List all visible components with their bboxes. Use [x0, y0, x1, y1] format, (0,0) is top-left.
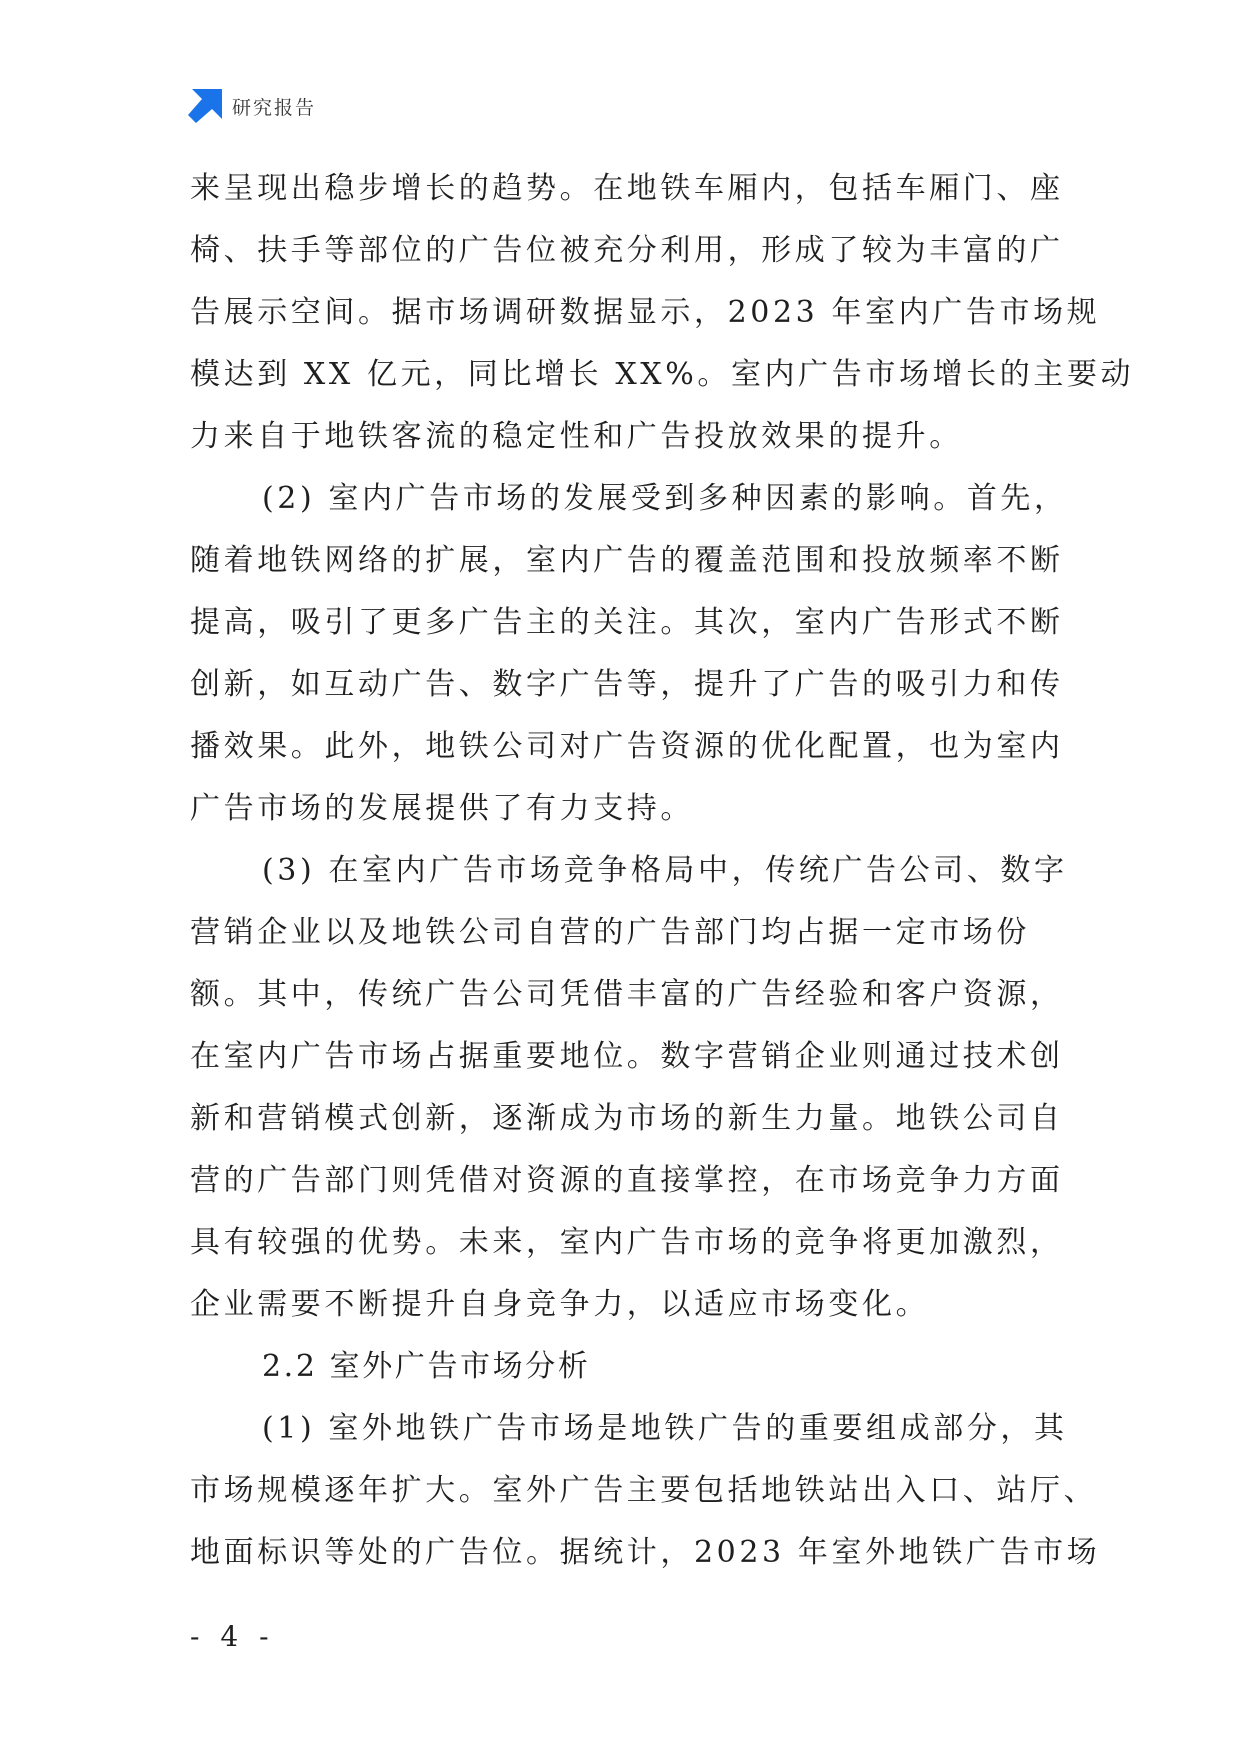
- text-line: 营的广告部门则凭借对资源的直接掌控，在市场竞争力方面: [190, 1163, 1064, 1198]
- text-line: (2) 室内广告市场的发展受到多种因素的影响。首先，: [262, 481, 1068, 516]
- text-line: 椅、扶手等部位的广告位被充分利用，形成了较为丰富的广: [190, 233, 1064, 268]
- text-line: 模达到 XX 亿元，同比增长 XX%。室内广告市场增长的主要动: [190, 357, 1135, 392]
- text-line: 来呈现出稳步增长的趋势。在地铁车厢内，包括车厢门、座: [190, 171, 1064, 206]
- text-line: 告展示空间。据市场调研数据显示，2023 年室内广告市场规: [190, 295, 1101, 330]
- text-line: 地面标识等处的广告位。据统计，2023 年室外地铁广告市场: [190, 1535, 1101, 1570]
- document-body: [190, 158, 1135, 1584]
- text-line: (3) 在室内广告市场竞争格局中，传统广告公司、数字: [262, 853, 1068, 888]
- text-line: 力来自于地铁客流的稳定性和广告投放效果的提升。: [190, 419, 963, 454]
- text-line: 在室内广告市场占据重要地位。数字营销企业则通过技术创: [190, 1039, 1064, 1074]
- section-heading: 2.2 室外广告市场分析: [262, 1349, 591, 1384]
- text-line: 企业需要不断提升自身竞争力，以适应市场变化。: [190, 1287, 930, 1322]
- text-line: 播效果。此外，地铁公司对广告资源的优化配置，也为室内: [190, 729, 1064, 764]
- text-line: 新和营销模式创新，逐渐成为市场的新生力量。地铁公司自: [190, 1101, 1064, 1136]
- text-line: 市场规模逐年扩大。室外广告主要包括地铁站出入口、站厅、: [190, 1473, 1098, 1508]
- page-number: - 4 -: [190, 1620, 275, 1653]
- arrow-up-right-icon: [188, 89, 222, 123]
- text-line: 广告市场的发展提供了有力支持。: [190, 791, 694, 826]
- text-line: 提高，吸引了更多广告主的关注。其次，室内广告形式不断: [190, 605, 1064, 640]
- text-line: 创新，如互动广告、数字广告等，提升了广告的吸引力和传: [190, 667, 1064, 702]
- text-line: 具有较强的优势。未来，室内广告市场的竞争将更加激烈，: [190, 1225, 1064, 1260]
- text-line: 随着地铁网络的扩展，室内广告的覆盖范围和投放频率不断: [190, 543, 1064, 578]
- page-header: [188, 88, 316, 124]
- text-line: 额。其中，传统广告公司凭借丰富的广告经验和客户资源，: [190, 977, 1064, 1012]
- text-line: 营销企业以及地铁公司自营的广告部门均占据一定市场份: [190, 915, 1030, 950]
- header-title: 研究报告: [232, 96, 317, 119]
- text-line: (1) 室外地铁广告市场是地铁广告的重要组成部分，其: [262, 1411, 1068, 1446]
